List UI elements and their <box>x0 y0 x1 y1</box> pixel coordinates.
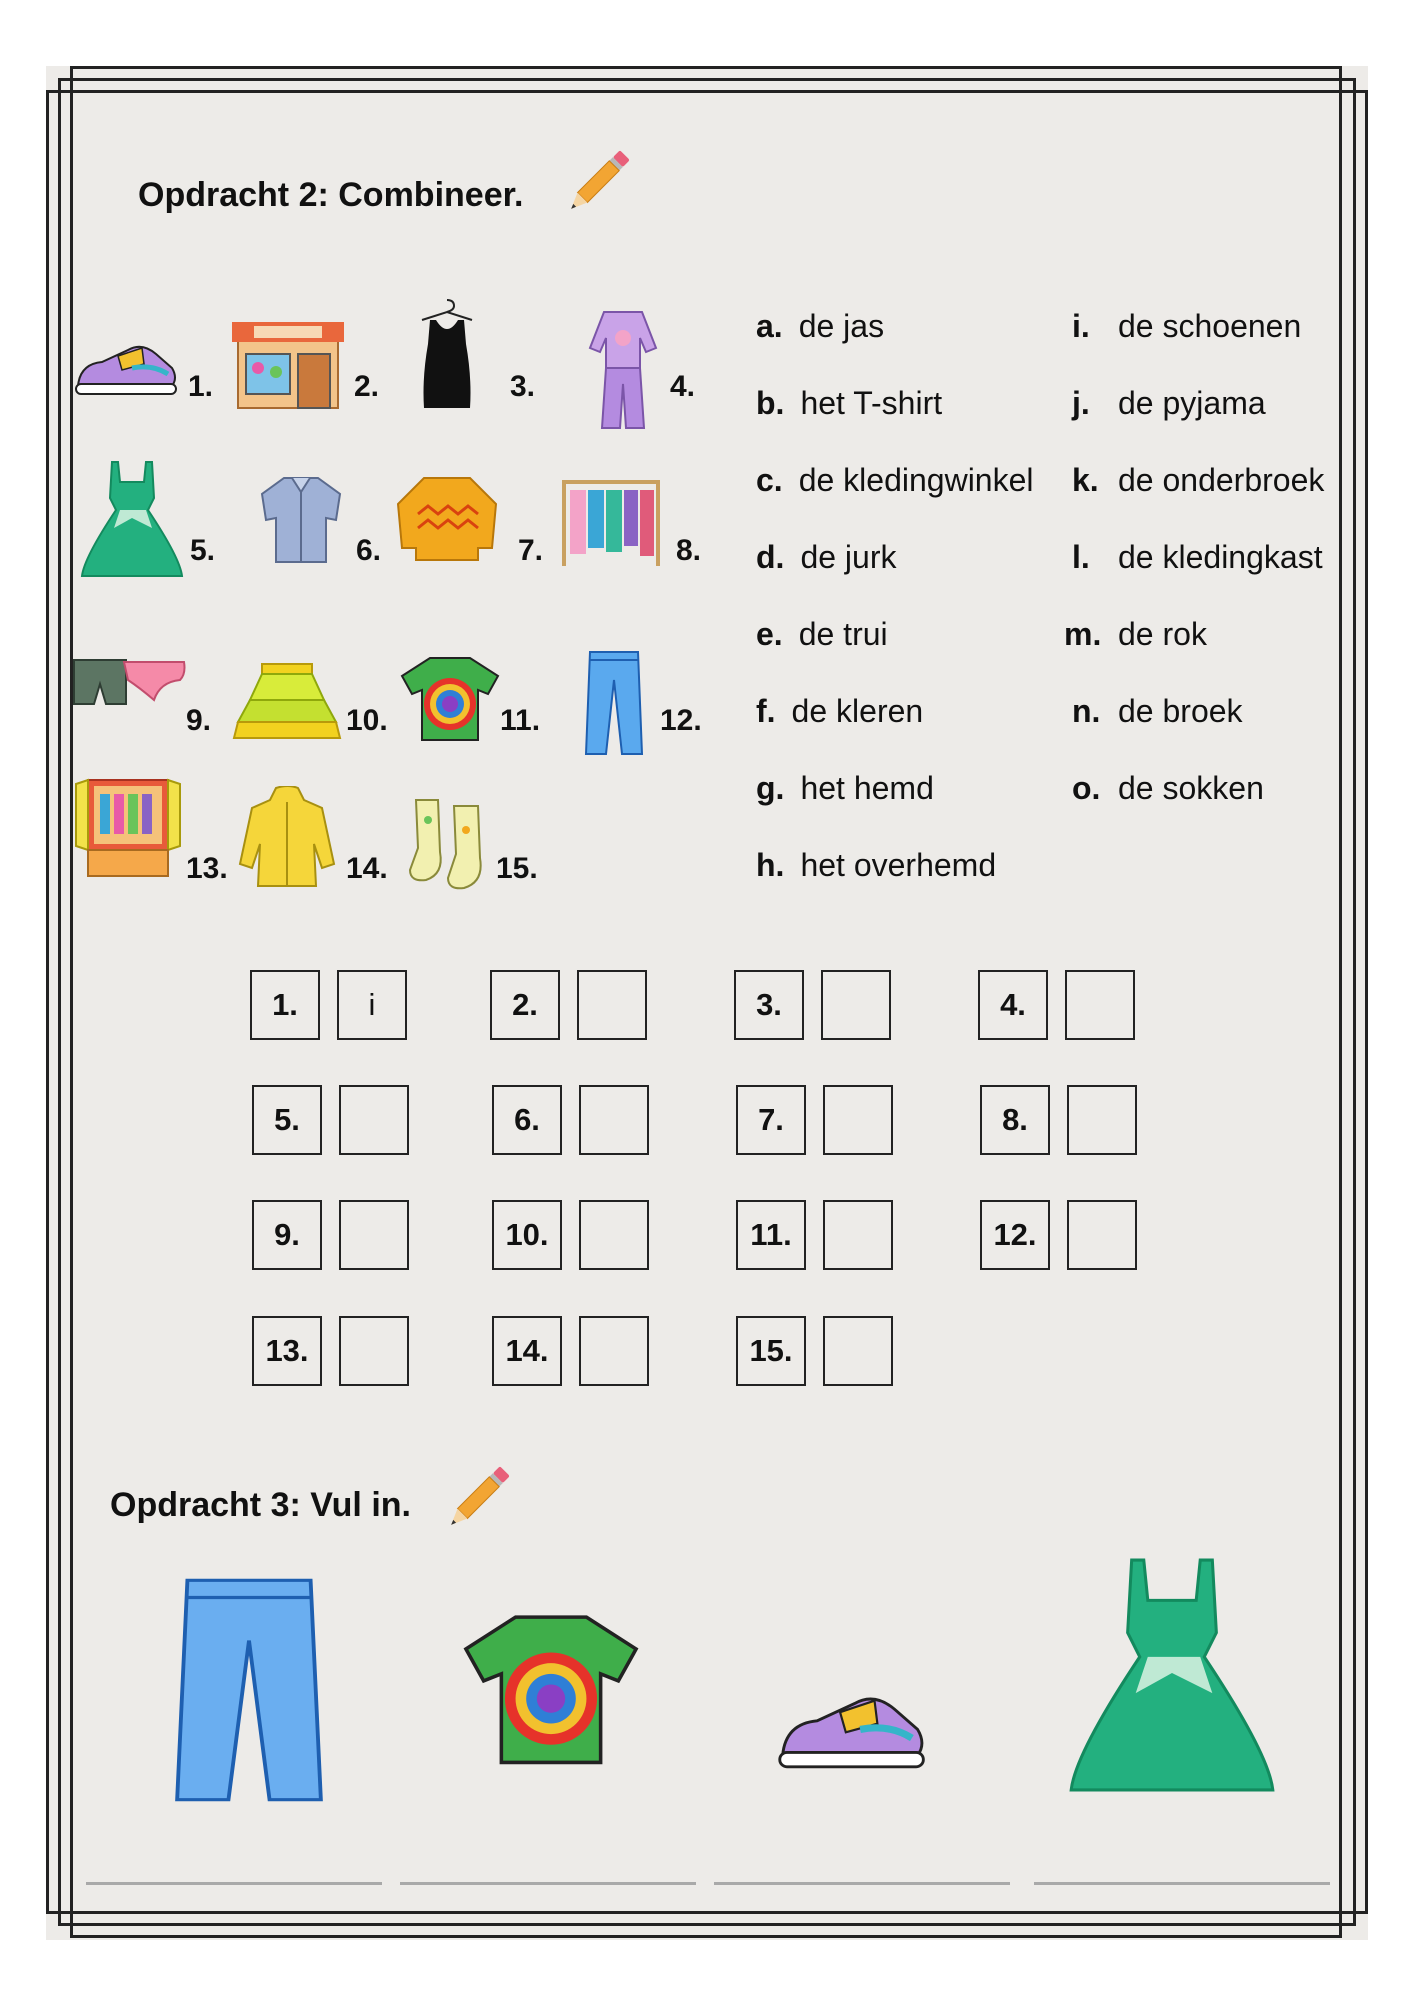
tie-dye-tshirt-icon <box>462 1610 640 1766</box>
option-letter: i. <box>1072 308 1090 344</box>
answer-number-box: 8. <box>980 1085 1050 1155</box>
word-option <box>756 385 942 422</box>
option-letter: c. <box>756 462 783 498</box>
answer-box[interactable] <box>339 1316 409 1386</box>
sneakers-icon <box>774 1672 932 1784</box>
answer-box[interactable] <box>823 1316 893 1386</box>
answer-box[interactable] <box>823 1200 893 1270</box>
word-option <box>1072 539 1323 576</box>
sweater-icon <box>394 474 500 564</box>
option-letter: a. <box>756 308 783 344</box>
word-option <box>756 616 888 653</box>
answer-box[interactable] <box>1067 1200 1137 1270</box>
answer-box[interactable] <box>579 1085 649 1155</box>
answer-number-box: 5. <box>252 1085 322 1155</box>
option-letter: g. <box>756 770 785 806</box>
option-letter: e. <box>756 616 783 652</box>
option-word: de trui <box>798 616 888 652</box>
dress-icon <box>1066 1552 1278 1798</box>
picture-number: 9. <box>186 704 212 737</box>
answer-box[interactable] <box>577 970 647 1040</box>
option-letter: o. <box>1072 770 1101 806</box>
word-option <box>756 847 996 884</box>
picture-number: 14. <box>346 852 388 885</box>
option-word: het hemd <box>800 770 934 806</box>
exercise-3-title: Opdracht 3: Vul in. <box>110 1486 411 1524</box>
picture-number: 13. <box>186 852 228 885</box>
answer-number-box: 11. <box>736 1200 806 1270</box>
option-letter: h. <box>756 847 785 883</box>
answer-box[interactable] <box>1065 970 1135 1040</box>
shirt-icon <box>258 474 344 564</box>
answer-box[interactable] <box>823 1085 893 1155</box>
option-letter: j. <box>1072 385 1090 421</box>
word-option <box>1072 770 1264 807</box>
option-word: het overhemd <box>800 847 997 883</box>
option-letter: l. <box>1072 539 1090 575</box>
picture-number: 7. <box>518 534 544 567</box>
answer-box[interactable] <box>339 1085 409 1155</box>
word-option <box>1072 385 1266 422</box>
option-word: de pyjama <box>1118 385 1266 421</box>
skirt-icon <box>232 656 342 744</box>
option-letter: k. <box>1072 462 1099 498</box>
tank-top-icon <box>414 298 480 410</box>
clothing-store-icon <box>232 318 344 410</box>
answer-number-box: 9. <box>252 1200 322 1270</box>
option-word: de kleren <box>791 693 924 729</box>
picture-number: 15. <box>496 852 538 885</box>
word-option <box>756 770 934 807</box>
answer-number-box: 7. <box>736 1085 806 1155</box>
option-letter: d. <box>756 539 785 575</box>
picture-number: 5. <box>190 534 216 567</box>
jeans-icon <box>584 650 644 756</box>
answer-number-box: 12. <box>980 1200 1050 1270</box>
word-option <box>1072 693 1243 730</box>
option-letter: m. <box>1064 616 1102 652</box>
option-letter: n. <box>1072 693 1101 729</box>
answer-number-box: 6. <box>492 1085 562 1155</box>
answer-number-box: 1. <box>250 970 320 1040</box>
pencil-icon <box>558 142 638 222</box>
option-word: het T-shirt <box>800 385 943 421</box>
picture-number: 3. <box>510 370 536 403</box>
picture-number: 12. <box>660 704 702 737</box>
answer-number-box: 13. <box>252 1316 322 1386</box>
word-option <box>756 462 1034 499</box>
answer-line[interactable] <box>86 1882 382 1885</box>
tie-dye-tshirt-icon <box>400 654 500 742</box>
answer-box[interactable] <box>579 1316 649 1386</box>
answer-number-box: 10. <box>492 1200 562 1270</box>
answer-number-box: 3. <box>734 970 804 1040</box>
picture-number: 1. <box>188 370 214 403</box>
raincoat-icon <box>238 786 336 888</box>
pajamas-icon <box>588 308 658 434</box>
jeans-icon <box>172 1576 326 1804</box>
socks-icon <box>408 796 490 896</box>
wardrobe-icon <box>74 776 182 880</box>
option-word: de jurk <box>800 539 897 575</box>
answer-number-box: 14. <box>492 1316 562 1386</box>
option-word: de sokken <box>1118 770 1264 806</box>
word-option <box>1072 308 1301 345</box>
answer-box[interactable]: i <box>337 970 407 1040</box>
answer-number-box: 15. <box>736 1316 806 1386</box>
answer-number-box: 2. <box>490 970 560 1040</box>
picture-number: 11. <box>500 704 541 737</box>
answer-number-box: 4. <box>978 970 1048 1040</box>
answer-box[interactable] <box>821 970 891 1040</box>
option-letter: f. <box>756 693 776 729</box>
option-letter: b. <box>756 385 785 421</box>
option-word: de kledingwinkel <box>798 462 1034 498</box>
option-word: de onderbroek <box>1118 462 1325 498</box>
underwear-icon <box>70 654 188 710</box>
option-word: de kledingkast <box>1118 539 1323 575</box>
clothes-rack-icon <box>556 476 666 568</box>
dress-icon <box>80 458 184 580</box>
exercise-2-title: Opdracht 2: Combineer. <box>138 176 524 214</box>
picture-number: 2. <box>354 370 380 403</box>
answer-line[interactable] <box>400 1882 696 1885</box>
word-option <box>756 693 923 730</box>
word-option <box>1072 462 1324 499</box>
answer-box[interactable] <box>1067 1085 1137 1155</box>
option-word: de jas <box>798 308 885 344</box>
option-word: de broek <box>1118 693 1243 729</box>
option-word: de schoenen <box>1118 308 1302 344</box>
word-option <box>756 539 896 576</box>
answer-box[interactable] <box>579 1200 649 1270</box>
answer-box[interactable] <box>339 1200 409 1270</box>
word-option <box>1064 616 1207 653</box>
picture-number: 10. <box>346 704 388 737</box>
answer-line[interactable] <box>1034 1882 1330 1885</box>
word-option <box>756 308 884 345</box>
sneakers-icon <box>72 328 182 406</box>
option-word: de rok <box>1118 616 1207 652</box>
picture-number: 8. <box>676 534 702 567</box>
answer-line[interactable] <box>714 1882 1010 1885</box>
pencil-icon <box>438 1458 518 1538</box>
picture-number: 6. <box>356 534 382 567</box>
picture-number: 4. <box>670 370 696 403</box>
